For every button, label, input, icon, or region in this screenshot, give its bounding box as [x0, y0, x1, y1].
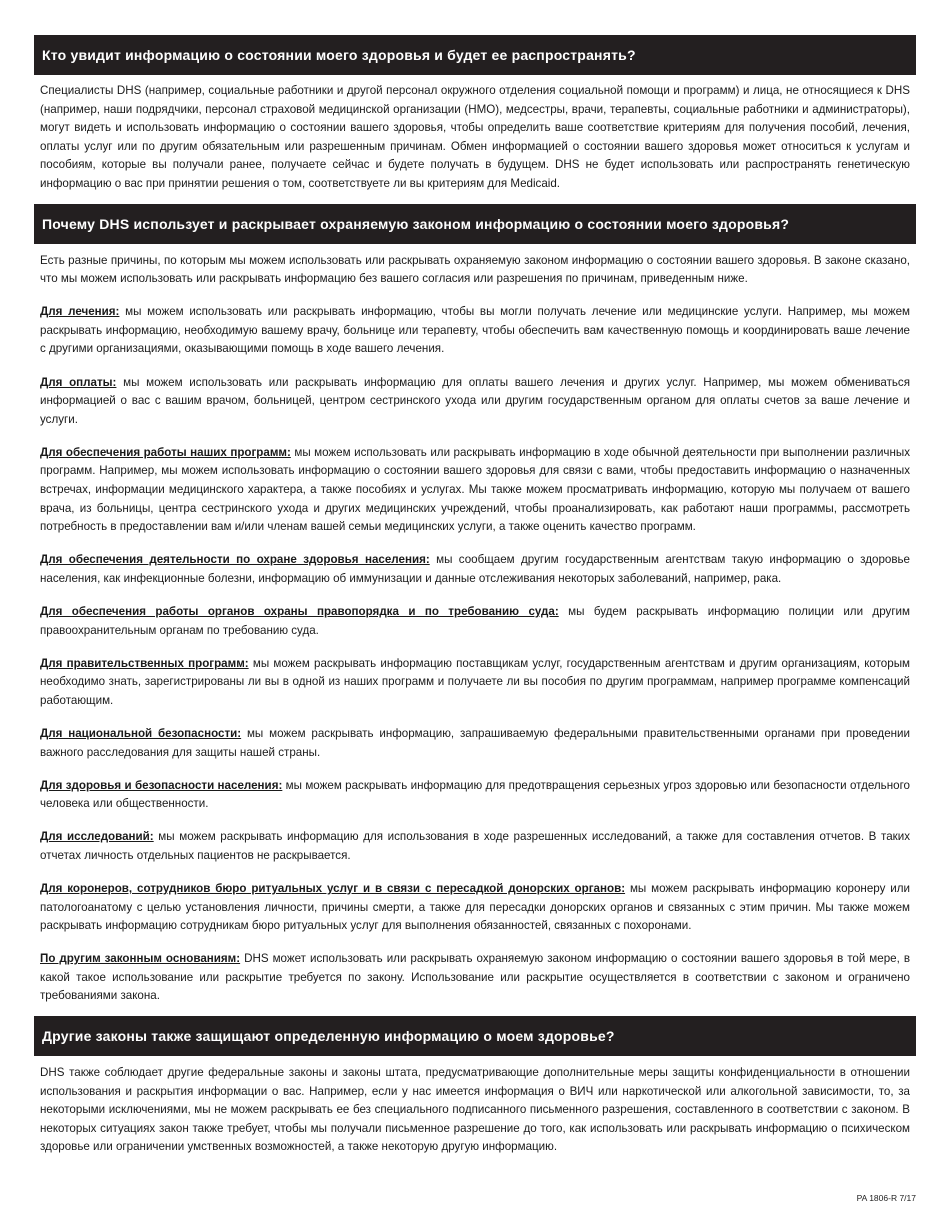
paragraph-text: Есть разные причины, по которым мы можем использовать или раскрывать охраняемую законом информацию о состоянии вашего здоровья. В законе сказано, что мы можем использовать или раскрывать информацию без вашего согласия или разрешения по причинам, приведенным ниже. [40, 253, 910, 286]
paragraph-text: мы можем использовать или раскрывать информацию, чтобы вы могли получать лечение или медицинские услуги. Например, мы можем раскрывать информацию, необходимую вашему врачу, больнице или терапевту, чтобы обеспечить вам качественную помощь и координировать ваше лечение с другими организациями, оказывающими помощь в ходе вашего лечения. [40, 305, 911, 356]
paragraph-lead: Для обеспечения работы наших программ: [40, 445, 291, 459]
paragraph-lead: Для национальной безопасности: [40, 726, 242, 740]
paragraph-programs [40, 444, 910, 537]
paragraph-text: мы можем раскрывать информацию для предотвращения серьезных угроз здоровью или безопасности отдельного человека или общественности. [40, 778, 910, 811]
paragraph-text: мы будем раскрывать информацию полиции или другим правоохранительным органам по требованию суда. [40, 604, 910, 637]
paragraph-lead: Для лечения: [40, 305, 120, 319]
paragraph-public-health [40, 551, 910, 588]
paragraph-text: DHS может использовать или раскрывать охраняемую законом информацию о состоянии вашего здоровья в той мере, в какой такое использование или раскрытие требуется по закону. Использование или раскрытие осуществляется в соответствии с законом и ограничено требованиями закона. [40, 952, 910, 1003]
section-body [34, 75, 916, 194]
paragraph [40, 82, 910, 194]
paragraph-text: Специалисты DHS (например, социальные работники и другой персонал окружного отделения социальной помощи и программ) и лица, не относящиеся к DHS (например, наши подрядчики, персонал страховой медицинской организации (HMO), медсестры, врачи, терапевты, социальные работники и администраторы), могут видеть и использовать информацию о состоянии вашего здоровья, чтобы определить ваше соответствие критериям для получения пособий, лечения, оплаты услуг или по другим обязательным или разрешенным причинам. Обмен информацией о состоянии вашего здоровья может относиться к услугам и пособиям, которые вы получали ранее, получаете сейчас и будете получать в будущем. DHS не будет использовать или распространять генетическую информацию о вас при принятии решения о том, соответствуете ли вы критериям для Medicaid. [40, 84, 910, 190]
section-why-dhs-uses-info [34, 204, 916, 1007]
section-body [34, 1056, 916, 1157]
paragraph-lead: Для правительственных программ: [40, 656, 249, 670]
paragraph-national-security [40, 725, 910, 762]
paragraph-text: мы можем раскрывать информацию, запрашиваемую федеральными правительственными органами при проведении важного расследования для защиты нашей страны. [40, 726, 910, 759]
section-other-laws [34, 1016, 916, 1157]
paragraph-research [40, 828, 910, 865]
paragraph-lead: Для коронеров, сотрудников бюро ритуальных услуг и в связи с пересадкой донорских органов: [40, 882, 626, 895]
paragraph-law-enforcement [40, 603, 910, 640]
section-heading: Другие законы также защищают определенную информацию о моем здоровье? [34, 1016, 916, 1056]
paragraph-text: мы можем раскрывать информацию поставщикам услуг, государственным агентствам и другим организациям, которым необходимо знать, зарегистрированы ли вы в одной из наших программ и получаете ли вы пособия по другим программам, например программе компенсаций работающим. [40, 656, 910, 707]
paragraph-lead: Для обеспечения работы органов охраны правопорядка и по требованию суда: [40, 604, 559, 618]
paragraph-lead: Для оплаты: [40, 375, 117, 389]
paragraph-public-safety [40, 777, 910, 814]
paragraph-text: мы можем использовать или раскрывать информацию в ходе обычной деятельности при выполнении различных программ. Например, мы можем использовать информацию о состоянии вашего здоровья для связи с вами, чтобы предоставить информацию о назначенных встречах, информации медицинского характера, а также пособиях и услугах. Мы также можем просматривать информацию, которую мы получаем от вашего врача, из больницы, центра сестринского ухода и других медицинских учреждений, чтобы проанализировать, как работают наши программы, рассмотреть потребность в предоставлении вам и/или членам вашей семьи медицинских услуги, а также оценить качество программ. [40, 445, 910, 534]
paragraph-lead: По другим законным основаниям: [40, 952, 241, 966]
section-heading: Почему DHS использует и раскрывает охраняемую законом информацию о состоянии моего здоровья? [34, 204, 916, 244]
paragraph-text: мы можем раскрывать информацию для использования в ходе разрешенных исследований, а также для составления отчетов. В таких отчетах личность отдельных пациентов не раскрывается. [40, 830, 910, 862]
paragraph-text: мы можем раскрывать информацию коронеру или патологоанатому с целью установления личности, причины смерти, а также для пересадки донорских органов и связанных с этим причин. Мы также можем раскрывать информацию сотрудникам бюро ритуальных услуг для выполнения обязанностей, связанных с похоронами. [40, 882, 910, 933]
paragraph-lead: Для обеспечения деятельности по охране здоровья населения: [40, 553, 430, 567]
paragraph-lead: Для здоровья и безопасности населения: [40, 778, 283, 792]
paragraph-coroners [40, 880, 910, 936]
section-who-sees-info [34, 35, 916, 194]
paragraph-other-legal [40, 950, 910, 1006]
paragraph [40, 1064, 910, 1157]
paragraph-intro [40, 252, 910, 289]
paragraph-text: мы можем использовать или раскрывать информацию для оплаты вашего лечения и других услуг. Например, мы можем обмениваться информацией о вас с вашим врачом, больницей, центром сестринского ухода или другим государственным органом для оплаты счетов за ваше лечение и услуги. [40, 375, 910, 426]
paragraph-payment [40, 374, 910, 430]
paragraph-text: DHS также соблюдает другие федеральные законы и законы штата, предусматривающие дополнительные меры защиты конфиденциальности в отношении использования и раскрытия информации о вас. Например, если у нас имеется информация о ВИЧ или наркотической или алкогольной зависимости, то, за некоторыми исключениями, мы не можем раскрывать ее без специального подписанного письменного разрешения, составленного в соответствии с законом. В некоторых ситуациях закон также требует, чтобы мы получали письменное разрешение до того, как использовать или раскрывать информацию о психическом здоровье или ограничении умственных возможностей, а также некоторую другую информацию. [40, 1066, 910, 1154]
paragraph-government-programs [40, 655, 910, 711]
paragraph-lead: Для исследований: [40, 830, 154, 844]
paragraph-treatment [40, 303, 910, 359]
section-body [34, 244, 916, 1007]
paragraph-text: мы сообщаем другим государственным агентствам такую информацию о здоровье населения, как инфекционные болезни, информацию об иммунизации и данные отслеживания некоторых заболеваний, например, рака. [40, 553, 910, 585]
section-heading: Кто увидит информацию о состоянии моего здоровья и будет ее распространять? [34, 35, 916, 75]
document-page [34, 35, 916, 1167]
form-code: PA 1806-R 7/17 [856, 1193, 916, 1203]
